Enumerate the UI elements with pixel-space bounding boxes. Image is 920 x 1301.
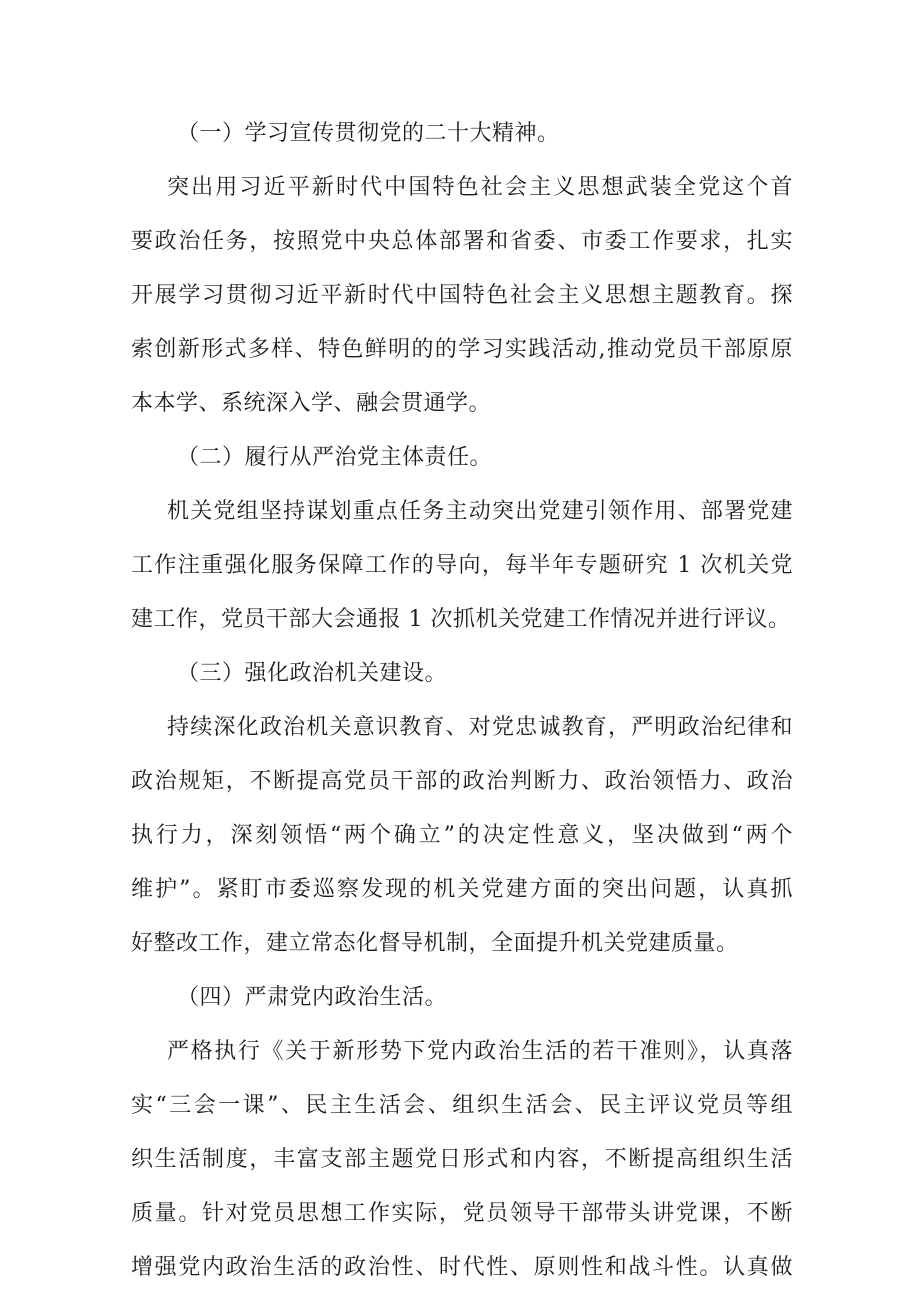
paragraph-line: 要政治任务，按照党中央总体部署和省委、市委工作要求，扎实 (131, 229, 793, 254)
section-paragraph-1 (131, 166, 793, 426)
paragraph-line: 开展学习贯彻习近平新时代中国特色社会主义思想主题教育。探 (131, 283, 793, 308)
paragraph-line: 本本学、系统深入学、融会贯通学。 (131, 391, 492, 416)
paragraph-line: 质量。针对党员思想工作实际，党员领导干部带头讲党课，不断 (131, 1201, 793, 1226)
paragraph-line: 索创新形式多样、特色鲜明的的学习实践活动,推动党员干部原原 (131, 337, 793, 362)
section-heading-3: （三）强化政治机关建设。 (177, 661, 448, 686)
paragraph-line: 织生活制度，丰富支部主题党日形式和内容，不断提高组织生活 (131, 1147, 793, 1172)
paragraph-line: 执行力，深刻领悟“两个确立”的决定性意义，坚决做到“两个 (131, 823, 793, 848)
paragraph-line: 实“三会一课”、民主生活会、组织生活会、民主评议党员等组 (131, 1093, 793, 1118)
section-paragraph-2 (131, 490, 793, 642)
paragraph-line: 严格执行《关于新形势下党内政治生活的若干准则》，认真落 (167, 1039, 793, 1064)
document-body (131, 112, 793, 1300)
section-paragraph-4 (131, 1030, 793, 1290)
paragraph-line: 维护”。紧盯市委巡察发现的机关党建方面的突出问题，认真抓 (131, 877, 793, 902)
paragraph-line: 持续深化政治机关意识教育、对党忠诚教育，严明政治纪律和 (167, 715, 793, 740)
section-heading-1: （一）学习宣传贯彻党的二十大精神。 (177, 121, 560, 146)
section-paragraph-3 (131, 706, 793, 966)
paragraph-line: 机关党组坚持谋划重点任务主动突出党建引领作用、部署党建 (167, 499, 793, 524)
paragraph-line: 突出用习近平新时代中国特色社会主义思想武装全党这个首 (167, 175, 793, 200)
paragraph-line: 工作注重强化服务保障工作的导向，每半年专题研究 1 次机关党 (131, 553, 793, 578)
section-heading-4: （四）严肃党内政治生活。 (177, 985, 448, 1010)
paragraph-line: 政治规矩，不断提高党员干部的政治判断力、政治领悟力、政治 (131, 769, 793, 794)
paragraph-line: 好整改工作，建立常态化督导机制，全面提升机关党建质量。 (131, 931, 739, 956)
paragraph-line: 增强党内政治生活的政治性、时代性、原则性和战斗性。认真做 (131, 1255, 793, 1280)
section-heading-2: （二）履行从严治党主体责任。 (177, 445, 493, 470)
paragraph-line: 建工作，党员干部大会通报 1 次抓机关党建工作情况并进行评议。 (131, 607, 791, 632)
